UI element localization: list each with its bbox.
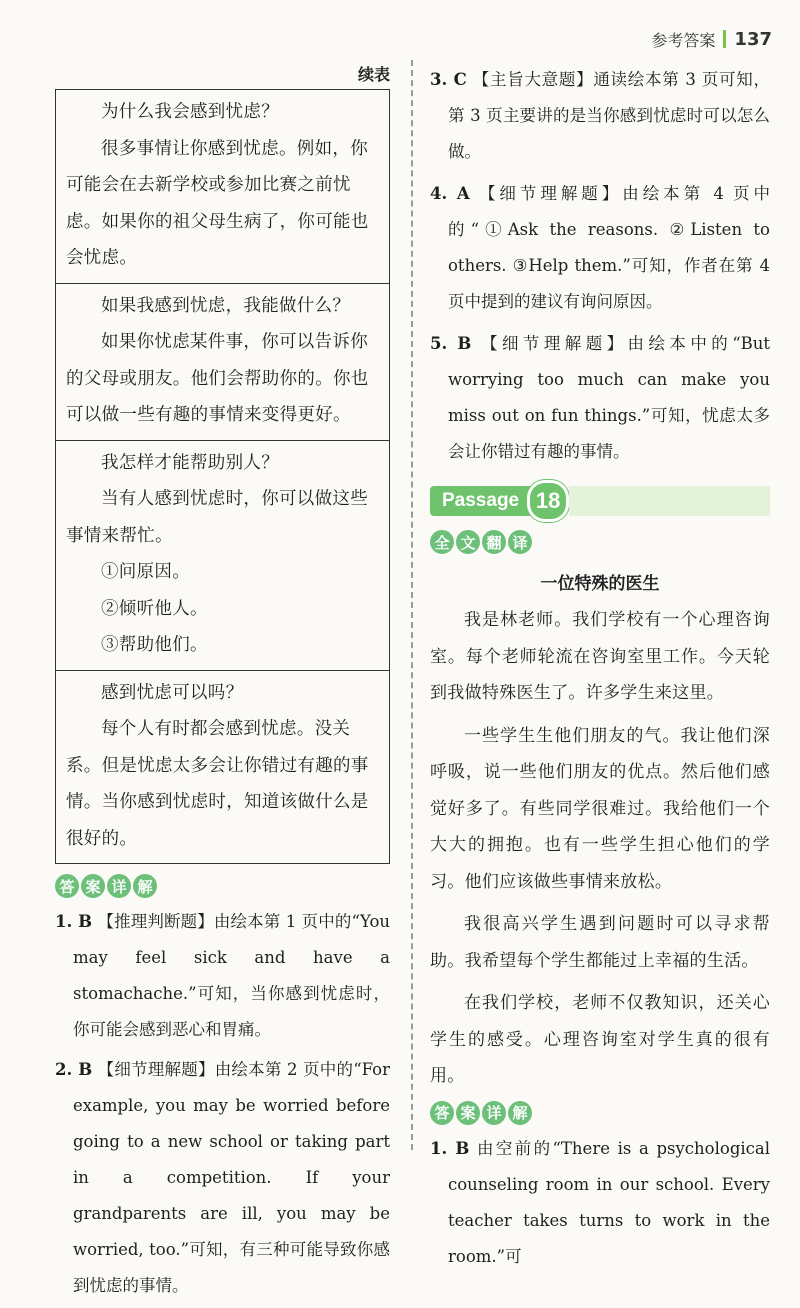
story-title: 一位特殊的医生 <box>540 574 660 594</box>
answer-number: 1. B <box>430 1138 470 1158</box>
full-translation-badge <box>430 530 532 554</box>
answer-number: 5. B <box>430 334 472 353</box>
section-label: 参考答案 <box>651 30 716 50</box>
story-paragraph: 我是林老师。我们学校有一个心理咨询室。每个老师轮流在咨询室里工作。今天轮到我做特殊医生了。许多学生来这里。 <box>430 610 770 703</box>
badge-char: 译 <box>508 530 532 554</box>
page-number: 137 <box>734 28 772 50</box>
story-paragraph: 我很高兴学生遇到问题时可以寻求帮助。我希望每个学生都能过上幸福的生活。 <box>430 914 770 971</box>
row-question: 如果我感到忧虑，我能做什么？ <box>101 295 351 316</box>
table-row <box>56 283 389 440</box>
badge-char: 详 <box>107 874 131 898</box>
badge-char: 全 <box>430 530 454 554</box>
answer-item <box>55 904 390 1048</box>
answer-text: 【细节理解题】由绘本第 4 页中的“①Ask the reasons. ②Listen to others. ③Help them.”可知，作者在第 4 页中提到的建议有询问原因。 <box>448 184 770 311</box>
page-header <box>651 26 772 52</box>
answer-text: 由空前的“There is a psychological counseling room in our school. Every teacher takes turns to work in the room.”可 <box>448 1138 771 1266</box>
row-question: 为什么我会感到忧虑？ <box>101 102 279 122</box>
answer-item <box>430 326 770 470</box>
story-paragraph: 在我们学校，老师不仅教知识，还关心学生的感受。心理咨询室对学生真的很有用。 <box>430 993 770 1086</box>
passage-number: 18 <box>527 480 569 522</box>
passage-label: Passage <box>430 486 531 516</box>
answer-list <box>430 62 770 470</box>
badge-char: 答 <box>430 1101 454 1125</box>
answer-text: 【细节理解题】由绘本第 2 页中的“For example, you may be worried before going to a new school or taking part in a competition. If your grandparents are ill, you may be worried, too.”可知，有三种可能导致你感到忧虑的事情。 <box>73 1060 390 1295</box>
badge-char: 翻 <box>482 530 506 554</box>
continued-label: 续表 <box>357 65 390 84</box>
answer-item <box>430 176 770 320</box>
answer-number: 3. C <box>430 70 467 89</box>
answer-number: 1. B <box>55 912 93 931</box>
column-divider <box>411 60 413 1150</box>
passage-banner-tail <box>569 486 770 516</box>
list-item: ③帮助他们。 <box>101 635 208 655</box>
badge-char: 答 <box>55 874 79 898</box>
table-row <box>56 670 389 864</box>
story-paragraph: 一些学生生他们朋友的气。我让他们深呼吸，说一些他们朋友的优点。然后他们感觉好多了。有些同学很难过。我给他们一个大大的拥抱。也有一些学生担心他们的学习。他们应该做些事情来放松。 <box>430 725 770 892</box>
list-item: ①问原因。 <box>101 562 190 582</box>
row-question: 我怎样才能帮助别人？ <box>101 452 279 473</box>
answer-text: 【主旨大意题】通读绘本第 3 页可知，第 3 页主要讲的是当你感到忧虑时可以怎么做。 <box>448 70 770 161</box>
answer-explanation-badge <box>55 874 157 898</box>
answer-number: 2. B <box>55 1060 93 1079</box>
badge-char: 文 <box>456 530 480 554</box>
answer-list <box>55 904 390 1304</box>
row-answer: 每个人有时都会感到忧虑。没关系。但是忧虑太多会让你错过有趣的事情。当你感到忧虑时，知道该做什么是很好的。 <box>66 719 369 849</box>
answer-item <box>430 1131 770 1275</box>
translation-table <box>55 89 390 864</box>
badge-char: 详 <box>482 1101 506 1125</box>
row-answer: 如果你忧虑某件事，你可以告诉你的父母或朋友。他们会帮助你的。你也可以做一些有趣的事情来变得更好。 <box>66 332 369 425</box>
answer-text: 【推理判断题】由绘本第 1 页中的“You may feel sick and have a stomachache.”可知，当你感到忧虑时，你可能会感到恶心和胃痛。 <box>73 912 391 1039</box>
answer-number: 4. A <box>430 184 470 203</box>
answer-text: 【细节理解题】由绘本中的“But worrying too much can make you miss out on fun things.”可知，忧虑太多会让你错过有趣的事情。 <box>448 334 771 461</box>
row-question: 感到忧虑可以吗？ <box>101 682 244 703</box>
answer-explanation-badge <box>430 1101 532 1125</box>
badge-char: 案 <box>81 874 105 898</box>
badge-char: 案 <box>456 1101 480 1125</box>
badge-char: 解 <box>508 1101 532 1125</box>
list-item: ②倾听他人。 <box>101 598 208 619</box>
header-separator <box>723 30 726 48</box>
table-row <box>56 90 389 283</box>
right-column <box>430 62 770 1281</box>
passage-banner <box>430 484 770 518</box>
left-column <box>55 62 390 1308</box>
answer-list <box>430 1131 770 1275</box>
row-answer: 很多事情让你感到忧虑。例如，你可能会在去新学校或参加比赛之前忧虑。如果你的祖父母生病了，你可能也会忧虑。 <box>66 138 369 268</box>
story-body <box>430 602 770 1095</box>
badge-char: 解 <box>133 874 157 898</box>
table-row <box>56 440 389 670</box>
answer-item <box>55 1052 390 1304</box>
row-answer: 当有人感到忧虑时，你可以做这些事情来帮忙。 <box>66 489 368 546</box>
answer-item <box>430 62 770 170</box>
